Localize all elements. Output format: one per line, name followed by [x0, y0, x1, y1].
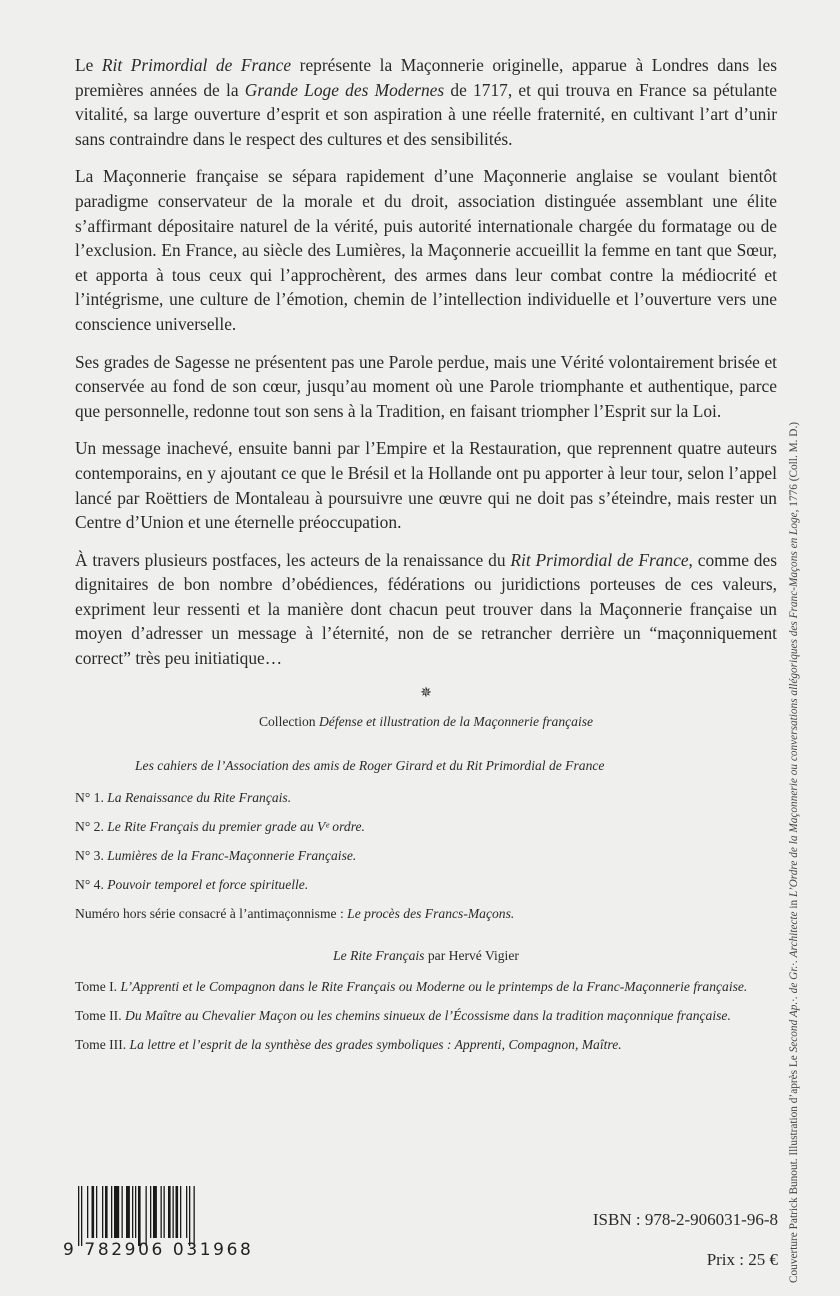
italic-text: Rit Primordial de France: [510, 549, 689, 570]
text: par Hervé Vigier: [424, 947, 519, 963]
barcode-bar: [122, 1186, 123, 1238]
italic-text: Second Ap.·. de Gr.·. Architecte: [788, 911, 800, 1053]
italic-text: Pouvoir temporel et force spirituelle.: [107, 876, 309, 892]
cahier-item: [75, 817, 777, 837]
text: Couverture Patrick Bunout. Illustration d’après Le: [788, 1052, 800, 1283]
italic-text: Défense et illustration de la Maçonnerie française: [318, 713, 594, 729]
text: Tome II.: [75, 1007, 126, 1023]
text: N° 2.: [75, 818, 108, 834]
barcode-bar: [186, 1186, 187, 1238]
barcode-bar: [194, 1186, 195, 1246]
barcode-bar: [180, 1186, 181, 1238]
barcode-bar: [81, 1186, 82, 1246]
paragraph: [75, 436, 777, 534]
italic-text: La Renaissance du Rite Français.: [107, 789, 292, 805]
price: Prix : 25 €: [706, 1250, 778, 1269]
barcode-bar: [78, 1186, 79, 1246]
text: Ses grades de Sagesse ne présentent pas une Parole perdue, mais une Vérité volontairement brisée et conservée au fond de son cœur, jusqu’au moment où une Parole triomphante et authentique, parce que personnelle, redonne tout son sens à la Tradition, en faisant triompher l’Esprit sur la Loi.: [75, 351, 777, 421]
italic-text: Le Rite Français du premier grade au Vᵉ ordre.: [107, 818, 365, 834]
tome-item: [75, 1006, 777, 1026]
tome-item: [75, 1035, 777, 1055]
text: Collection: [258, 713, 319, 729]
text: N° 1.: [75, 789, 108, 805]
barcode-bar: [87, 1186, 88, 1238]
paragraph: [75, 350, 777, 424]
text: , comme des dignitaires de bon nombre d’obédiences, fédérations ou juridictions porteuses de ces valeurs, expriment leur ressenti et la manière dont chacun peut trouver dans la Maçonnerie française un moyen d’adresser un message à l’éternité, non de se retrancher derrière un “maçonniquement correct” très peu initiatique…: [75, 549, 777, 669]
barcode-bar: [132, 1186, 133, 1238]
masonic-emblem-icon: ✵: [420, 685, 432, 701]
text: in: [788, 897, 800, 912]
paragraph: [75, 548, 777, 671]
barcode-digits: 9 782906 031968: [63, 1240, 254, 1260]
barcode-bar: [146, 1186, 147, 1246]
barcode-bar: [176, 1186, 179, 1238]
cahiers-title: [75, 756, 777, 776]
text: Tome I.: [75, 978, 121, 994]
rite-title: [75, 946, 777, 966]
barcode: [78, 1186, 226, 1246]
barcode-bar: [105, 1186, 108, 1238]
barcode-bar: [102, 1186, 103, 1238]
italic-text: Rit Primordial de France: [101, 55, 292, 75]
text: La Maçonnerie française se sépara rapidement d’une Maçonnerie anglaise se voulant bientôt paradigme conservateur de la morale et du droit, association distinguée assemblant une élite s’affirmant dépositaire naturel de la vérité, puis autorité internationale chargée du formatage ou de l’exclusion. En France, au siècle des Lumières, la Maçonnerie accueillit la femme en tant que Sœur, et apporta à tous ceux qui l’approchèrent, des armes dans leur combat contre la médiocrité et l’intégrisme, une culture de l’émotion, chemin de l’intellection individuelle et l’ouverture vers une conscience universelle.: [75, 166, 777, 334]
text: N° 3.: [75, 847, 108, 863]
barcode-bar: [138, 1186, 141, 1246]
cahier-item: [75, 788, 777, 808]
barcode-bar: [111, 1186, 112, 1238]
text: Tome III.: [75, 1036, 130, 1052]
cahier-item: [75, 846, 777, 866]
italic-text: L’Apprenti et le Compagnon dans le Rite Français ou Moderne ou le printemps de la Franc-Maçonnerie française.: [120, 978, 748, 994]
italic-text: Les cahiers de l’Association des amis de Roger Girard et du Rit Primordial de France: [135, 757, 605, 773]
barcode-bar: [189, 1186, 190, 1246]
cahier-item: [75, 875, 777, 895]
barcode-bar: [173, 1186, 174, 1238]
collection-line: [75, 712, 777, 732]
barcode-bar: [126, 1186, 130, 1238]
italic-text: L’Ordre de la Maçonnerie ou conversations allégoriques des Franc-Maçons en Loge: [788, 512, 800, 897]
italic-text: Le procès des Francs-Maçons.: [347, 905, 515, 921]
cahier-item: [75, 904, 777, 924]
italic-text: La lettre et l’esprit de la synthèse des grades symboliques : Apprenti, Compagnon, Maître.: [129, 1036, 622, 1052]
blurb: [75, 53, 777, 671]
barcode-bar: [168, 1186, 171, 1238]
paragraph: [75, 164, 777, 336]
tome-item: [75, 977, 777, 997]
italic-text: Grande Loge des Modernes: [244, 79, 445, 100]
barcode-bar: [114, 1186, 119, 1238]
text: Le: [75, 55, 102, 75]
barcode-bar: [96, 1186, 97, 1238]
barcode-bar: [150, 1186, 151, 1238]
text: , 1776 (Coll. M. D.): [788, 421, 800, 513]
barcode-bar: [153, 1186, 157, 1238]
back-cover-text: [75, 53, 777, 1064]
italic-text: Lumières de la Franc-Maçonnerie Française.: [107, 847, 357, 863]
cahiers-list: [75, 788, 777, 924]
barcode-bar: [164, 1186, 165, 1238]
barcode-bar: [92, 1186, 95, 1238]
text: À travers plusieurs postfaces, les acteurs de la renaissance du: [75, 549, 511, 570]
paragraph: [75, 53, 777, 151]
text: N° 4.: [75, 876, 108, 892]
cover-credit: [788, 421, 800, 1283]
italic-text: Le Rite Français: [333, 947, 425, 963]
italic-text: Du Maître au Chevalier Maçon ou les chemins sinueux de l’Écossisme dans la tradition maçonnique française.: [125, 1007, 731, 1023]
text: représente la Maçonnerie originelle, apparue à Londres dans les premières années de la: [75, 55, 777, 100]
isbn: ISBN : 978-2-906031-96-8: [592, 1210, 778, 1229]
text: de 1717, et qui trouva en France sa pétulante vitalité, sa large ouverture d’esprit et son aspiration à une réelle fraternité, en cultivant l’art d’unir sans contraindre dans le respect des cultures et des sensibilités.: [75, 79, 777, 149]
tomes-list: [75, 977, 777, 1055]
barcode-bar: [135, 1186, 136, 1238]
barcode-bar: [161, 1186, 162, 1238]
text: Un message inachevé, ensuite banni par l’Empire et la Restauration, que reprennent quatre auteurs contemporains, en y ajoutant ce que le Brésil et la Hollande ont pu apporter à leur tour, selon l’appel lancé par Roëttiers de Montaleau à poursuivre une œuvre qui ne doit pas s’éteindre, mais rester un Centre d’Union et une éternelle préoccupation.: [75, 438, 777, 533]
text: Numéro hors série consacré à l’antimaçonnisme :: [75, 905, 348, 921]
